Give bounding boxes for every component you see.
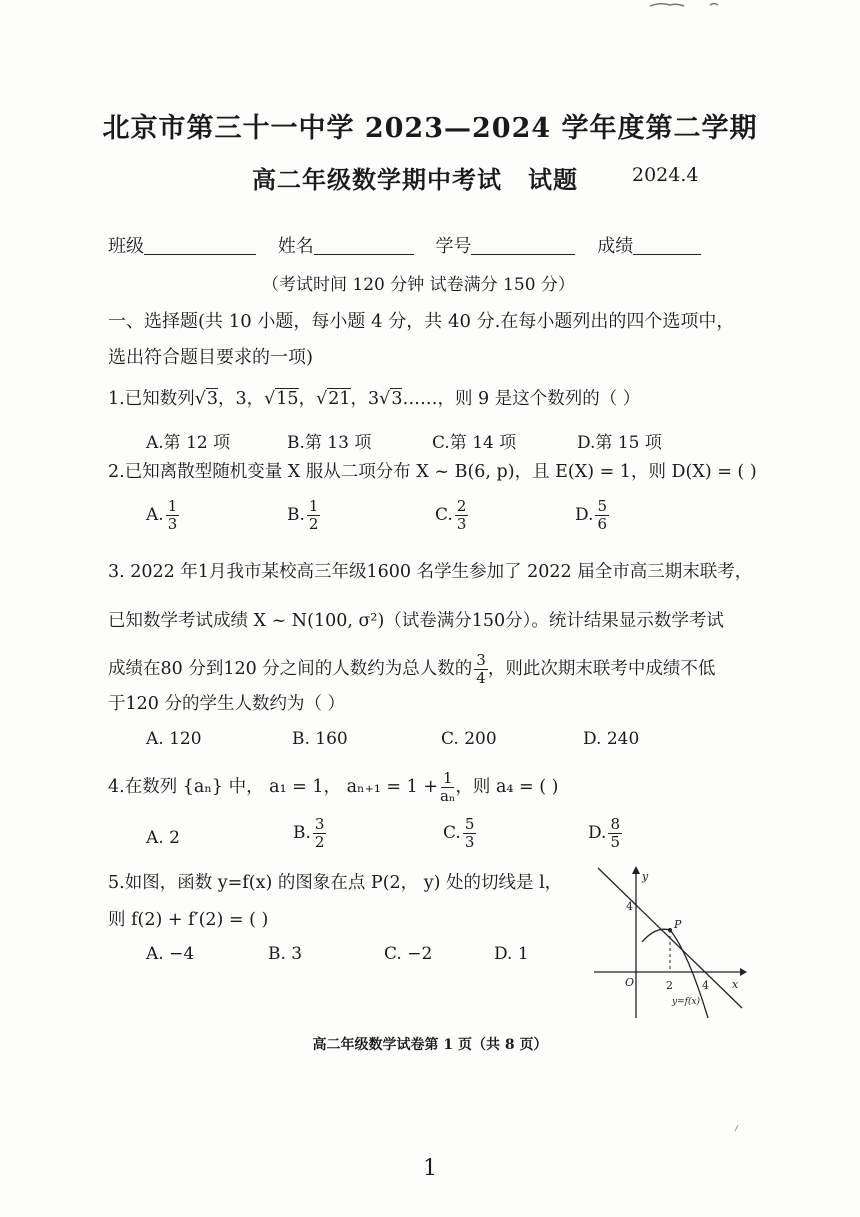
q2-option-b[interactable]: [287, 498, 320, 533]
question-3-line-1: 3. 2022 年1月我市某校高三年级1600 名学生参加了 2022 届全市高三期末联考，: [108, 562, 753, 582]
q2-option-c[interactable]: [435, 498, 468, 533]
exam-info: （考试时间 120 分钟 试卷满分 150 分）: [262, 275, 575, 295]
name-label: 姓名: [277, 236, 314, 257]
q1-text: ……，则 9 是这个数列的（ ）: [402, 389, 641, 409]
score-blank[interactable]: [633, 236, 701, 255]
name-field[interactable]: [278, 232, 414, 258]
score-field[interactable]: [597, 232, 701, 258]
option-label: B.: [287, 505, 305, 525]
class-label: 班级: [108, 236, 144, 257]
page-footer: 高二年级数学试卷第 1 页（共 8 页）: [312, 1037, 548, 1053]
q1-text: ，3: [350, 389, 380, 409]
q4-option-d[interactable]: [588, 816, 622, 851]
option-label: D.: [588, 823, 607, 843]
student-info-fields: [108, 232, 717, 258]
class-blank[interactable]: [144, 236, 256, 255]
q3-option-a[interactable]: A. 120: [146, 729, 202, 749]
y-axis-arrow: [632, 866, 640, 874]
student-id-field[interactable]: [435, 232, 575, 258]
q3-option-c[interactable]: C. 200: [441, 729, 497, 749]
option-label: D.: [575, 505, 594, 525]
option-label: A.: [146, 505, 164, 525]
q4-option-c[interactable]: [443, 816, 476, 851]
denominator: 3: [167, 515, 178, 533]
student-id-blank[interactable]: [471, 236, 575, 255]
question-4: [108, 770, 558, 805]
question-2: 2.已知离散型随机变量 X 服从二项分布 X ~ B(6, p)，且 E(X) = 1，则 D(X) = ( ): [108, 462, 757, 482]
numerator: 1: [167, 497, 178, 515]
denominator: aₙ: [440, 787, 456, 805]
q1-option-a[interactable]: A.第 12 项: [146, 433, 231, 453]
question-3-line-3: [108, 652, 715, 687]
q4-text: 4.在数列 {aₙ} 中， a₁ = 1， aₙ₊₁ = 1 +: [108, 777, 438, 797]
question-3-line-2: 已知数学考试成绩 X ~ N(100, σ²)（试卷满分150分）。统计结果显示数学考试: [108, 611, 724, 631]
denominator: 3: [464, 833, 475, 851]
fraction: [307, 498, 321, 533]
q1-text: ，: [298, 389, 317, 409]
denominator: 4: [476, 669, 486, 687]
section-heading-cont: 选出符合题目要求的一项): [108, 347, 314, 368]
point-p: [668, 928, 672, 932]
option-label: B.: [293, 823, 311, 843]
q2-option-a[interactable]: [146, 498, 179, 533]
q4-option-b[interactable]: [293, 816, 326, 851]
x-axis-label: x: [732, 978, 739, 991]
q1-text: 1.已知数列: [108, 389, 195, 409]
q1-option-d[interactable]: D.第 15 项: [577, 433, 662, 453]
numerator: 1: [442, 769, 453, 787]
numerator: 3: [476, 651, 486, 669]
fraction: [313, 816, 327, 851]
curve-label: y=f(x): [672, 997, 701, 1007]
fraction: [463, 816, 477, 851]
numerator: 8: [610, 815, 620, 833]
page-number: 1: [423, 1156, 437, 1181]
q3-option-d[interactable]: D. 240: [583, 729, 640, 749]
q1-text: ，3，: [218, 389, 265, 409]
numerator: 3: [314, 815, 325, 833]
fraction: [608, 816, 622, 851]
fraction: [595, 498, 609, 533]
score-label: 成绩: [597, 236, 634, 257]
scan-speck: [734, 1124, 740, 1132]
section-heading: 一、选择题(共 10 小题，每小题 4 分，共 40 分.在每小题列出的四个选项中，: [108, 311, 735, 332]
q5-option-d[interactable]: D. 1: [494, 944, 529, 964]
numerator: 5: [464, 815, 475, 833]
q1-option-c[interactable]: C.第 14 项: [432, 433, 517, 453]
q1-radicand: 3: [391, 389, 403, 409]
scan-mark: [640, 0, 730, 10]
q4-text: ，则 a₄ = ( ): [455, 777, 559, 797]
denominator: 2: [314, 833, 325, 851]
numerator: 1: [308, 497, 319, 515]
subtitle-suffix: 试题: [528, 165, 578, 194]
question-3-line-4: 于120 分的学生人数约为（ ）: [108, 694, 346, 714]
option-label: C.: [435, 505, 453, 525]
q3-option-b[interactable]: B. 160: [292, 729, 348, 749]
fraction: [440, 770, 455, 805]
q1-radicand: 21: [328, 389, 351, 409]
q2-option-d[interactable]: [575, 498, 609, 533]
denominator: 6: [597, 515, 607, 533]
denominator: 5: [610, 833, 620, 851]
fraction: [166, 498, 180, 533]
subtitle-main: 高二年级数学期中考试: [252, 165, 502, 194]
question-5-line-2: 则 f(2) + f′(2) = ( ): [108, 910, 269, 930]
q1-radicand: 3: [206, 389, 218, 409]
q4-option-a[interactable]: A. 2: [146, 828, 180, 848]
fraction: [455, 498, 469, 533]
x-tick-2: 2: [666, 979, 673, 992]
q3-text: ，则此次期末联考中成绩不低: [487, 659, 716, 679]
name-blank[interactable]: [314, 236, 414, 255]
x-axis-arrow: [740, 968, 747, 976]
y-axis-label: y: [642, 870, 649, 883]
denominator: 3: [456, 515, 467, 533]
point-p-label: P: [674, 918, 682, 931]
q5-option-c[interactable]: C. −2: [384, 944, 433, 964]
x-tick-4: 4: [702, 979, 709, 992]
q5-option-a[interactable]: A. −4: [146, 944, 195, 964]
denominator: 2: [308, 515, 319, 533]
question-5-line-1: 5.如图，函数 y=f(x) 的图象在点 P(2， y) 处的切线是 l，: [108, 873, 563, 893]
question-1: 1.已知数列√3，3，√15，√21，3√3……，则 9 是这个数列的（ ）: [108, 389, 641, 409]
student-id-label: 学号: [435, 236, 472, 257]
fraction: [474, 652, 488, 687]
q1-option-b[interactable]: B.第 13 项: [287, 433, 372, 453]
y-tick-4: 4: [626, 900, 633, 913]
q3-text: 成绩在80 分到120 分之间的人数约为总人数的: [108, 659, 473, 679]
q5-option-b[interactable]: B. 3: [268, 944, 303, 964]
exam-title: 北京市第三十一中学 2023—2024 学年度第二学期: [102, 113, 758, 144]
origin-label: O: [625, 976, 635, 989]
tangent-line-graph: [590, 862, 750, 1022]
option-label: C.: [443, 823, 461, 843]
class-field[interactable]: [108, 232, 256, 258]
exam-subtitle: [252, 160, 578, 195]
q1-radicand: 15: [276, 389, 299, 409]
numerator: 5: [597, 497, 607, 515]
numerator: 2: [456, 497, 467, 515]
exam-date: 2024.4: [632, 164, 699, 186]
